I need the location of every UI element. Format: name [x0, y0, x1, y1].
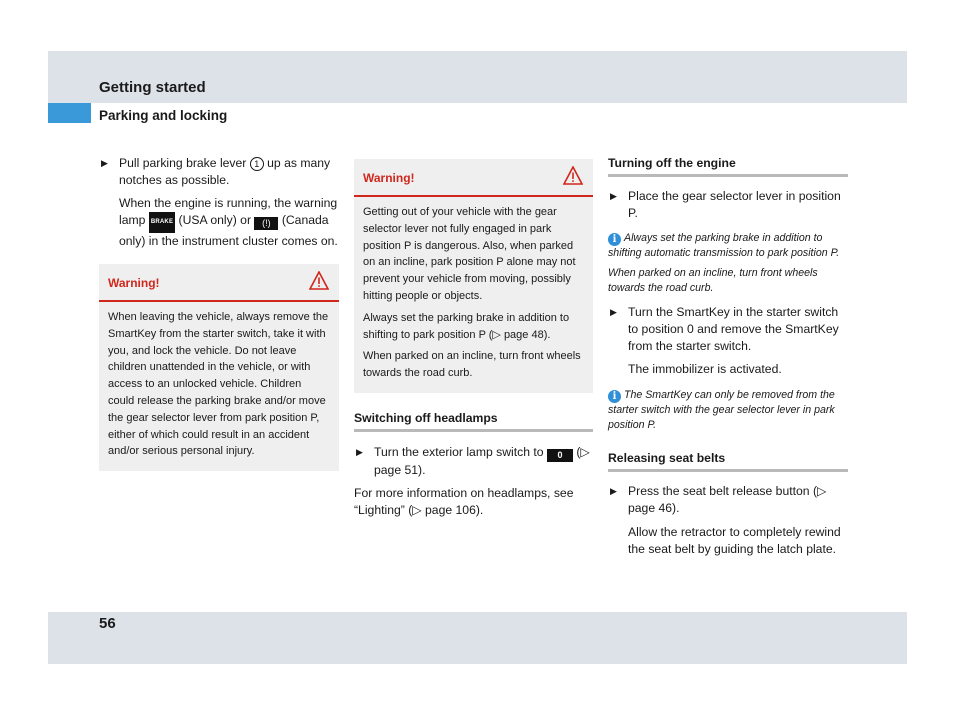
warning-paragraph-1: Getting out of your vehicle with the gear selector lever not fully engaged in park position P is dangerous. Also, when parked on an incline, park position P alone may not prevent your vehicle from moving, possibly hitting people or objects.	[363, 206, 576, 302]
headlamps-heading: Switching off headlamps	[354, 410, 593, 432]
warning-title: Warning!	[363, 171, 415, 185]
footer-band	[48, 612, 907, 664]
page-number: 56	[99, 615, 116, 632]
warning-triangle-icon	[309, 271, 329, 290]
step-gear-selector: ▶ Place the gear selector lever in position P.	[610, 189, 841, 220]
section-title: Getting started	[99, 79, 206, 96]
warning-title: Warning!	[108, 276, 160, 290]
item-number-badge: 1	[250, 157, 264, 171]
arrow-bullet-icon: ▶	[610, 307, 617, 318]
info-note-parking-brake: i Always set the parking brake in addition to shifting automatic transmission to park position P.	[608, 232, 840, 259]
note-incline: When parked on an incline, turn front wheels towards the road curb.	[608, 266, 818, 294]
lamp-switch-position-icon: 0	[547, 449, 573, 462]
engine-heading: Turning off the engine	[608, 155, 848, 177]
lamp-description: When the engine is running, the warning lamp BRAKE (USA only) or (!) (Canada only) in the instrument cluster comes on.	[119, 196, 338, 248]
info-icon: i	[608, 233, 621, 246]
step-headlamp-switch: ▶ Turn the exterior lamp switch to 0 (▷ page 51).	[356, 444, 590, 477]
seatbelts-heading: Releasing seat belts	[608, 450, 848, 472]
info-icon: i	[608, 390, 621, 403]
warning-triangle-icon	[563, 166, 583, 185]
brake-lamp-canada-icon: (!)	[254, 217, 278, 230]
info-note-smartkey: i The SmartKey can only be removed from the starter switch with the gear selector lever in park position P.	[608, 389, 835, 432]
column-3	[608, 155, 848, 558]
warning-box-gear-selector	[354, 159, 593, 393]
section-tab-marker	[48, 103, 91, 123]
warning-text: When leaving the vehicle, always remove the SmartKey from the starter switch, take it with you, and lock the vehicle. Do not leave children unattended in the vehicle, or with access to an unlocked vehicle. Children could release the parking brake and/or move the gear selector lever from park position P, either of which could result in an accident and/or serious personal injury.	[108, 311, 329, 458]
warning-paragraph-3: When parked on an incline, turn front wheels towards the road curb.	[363, 350, 581, 380]
arrow-bullet-icon: ▶	[610, 191, 617, 201]
seatbelt-result: Allow the retractor to completely rewind the seat belt by guiding the latch plate.	[628, 524, 841, 556]
step-turn-smartkey: ▶ Turn the SmartKey in the starter switch to position 0 and remove the SmartKey from the starter switch.	[610, 305, 839, 354]
column-1	[99, 155, 339, 471]
arrow-bullet-icon: ▶	[610, 485, 617, 496]
column-2	[354, 159, 593, 519]
subsection-title: Parking and locking	[99, 108, 228, 123]
step-seatbelt-release: ▶ Press the seat belt release button (▷ page 46).	[610, 483, 827, 515]
step-pull-brake: ▶ Pull parking brake lever 1 up as many notches as possible.	[101, 156, 331, 187]
warning-box-leaving-vehicle	[99, 264, 339, 471]
immobilizer-result: The immobilizer is activated.	[628, 362, 782, 377]
warning-paragraph-2: Always set the parking brake in addition to shifting to park position P (▷ page 48).	[363, 311, 570, 341]
arrow-bullet-icon: ▶	[101, 158, 108, 168]
headlamps-more-info: For more information on headlamps, see “Lighting” (▷ page 106).	[354, 485, 574, 517]
arrow-bullet-icon: ▶	[356, 446, 363, 457]
brake-lamp-icon: BRAKE	[149, 212, 175, 233]
